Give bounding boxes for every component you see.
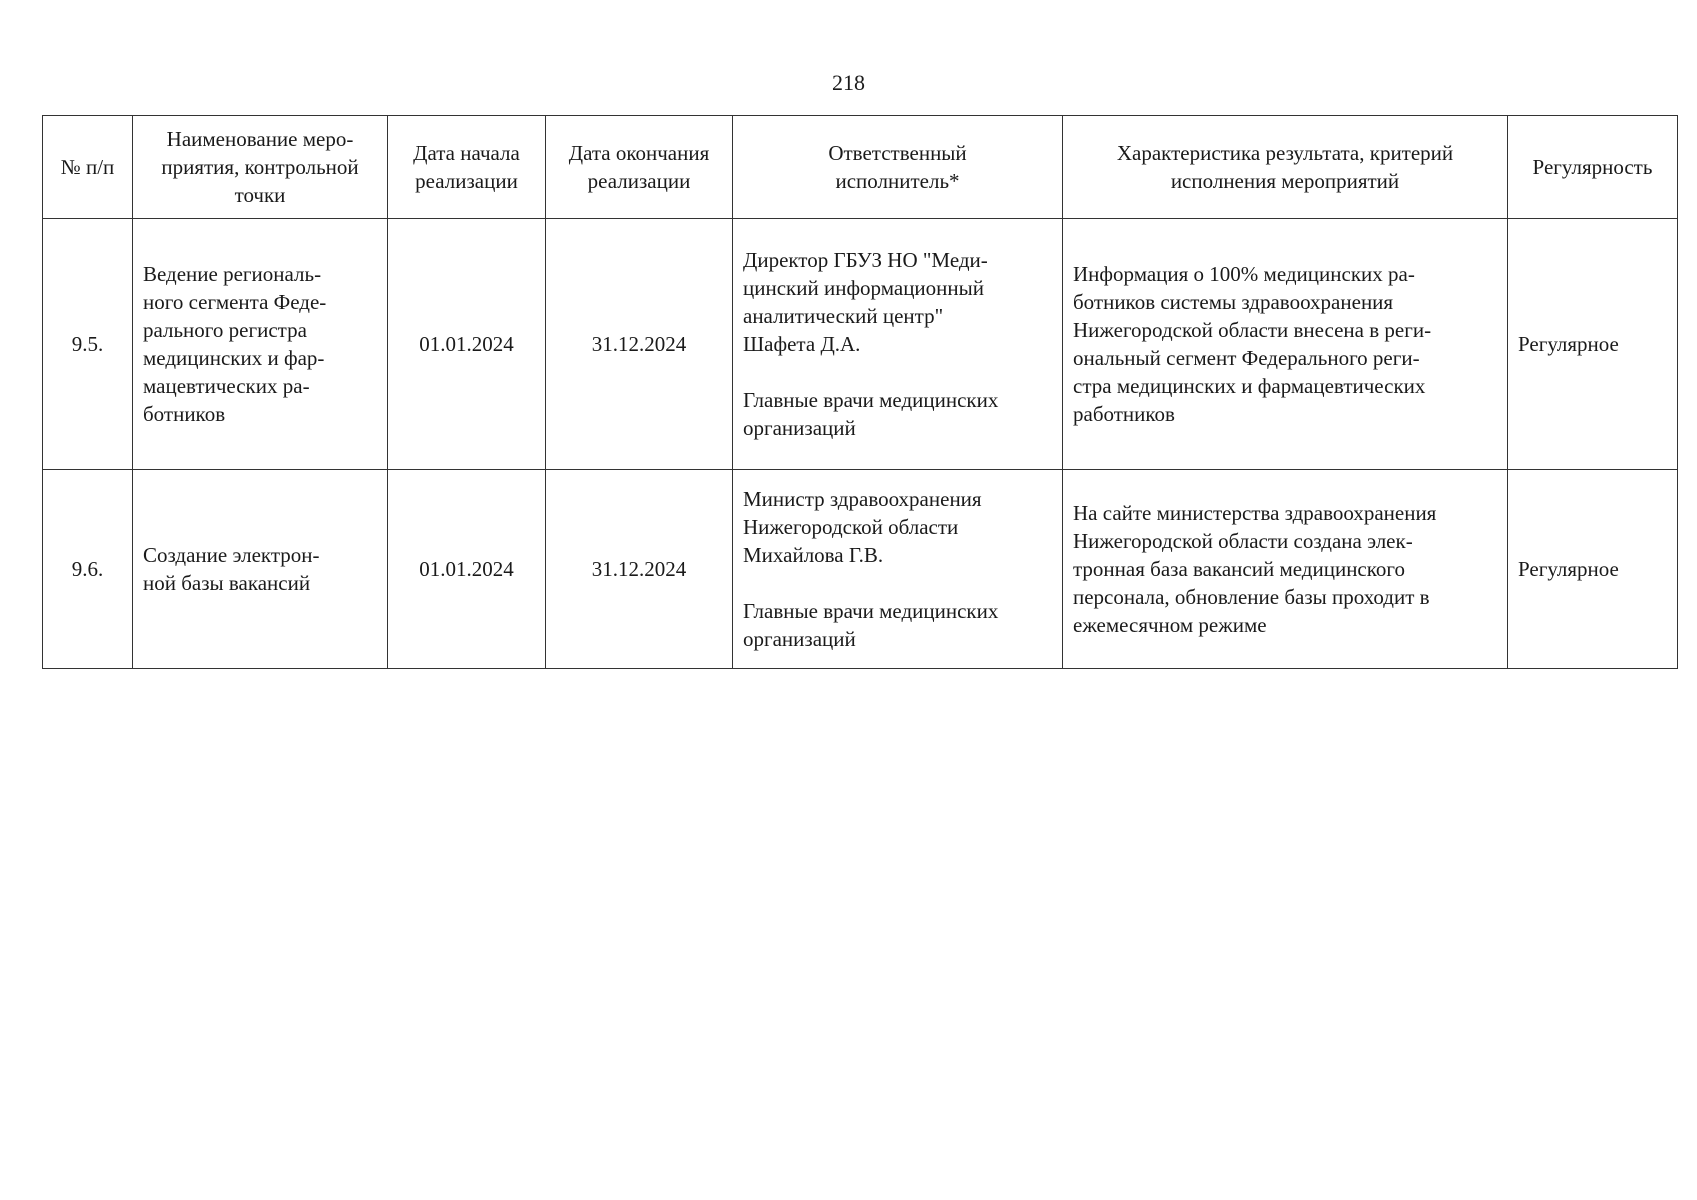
cell-name-line: ботников bbox=[143, 402, 226, 426]
header-end-line: реализации bbox=[587, 169, 691, 193]
cell-responsible-line: организаций bbox=[743, 627, 856, 651]
cell-name bbox=[133, 470, 388, 669]
table-row bbox=[43, 219, 1678, 470]
cell-result-line: ботников системы здравоохранения bbox=[1073, 290, 1394, 314]
cell-start-date: 01.01.2024 bbox=[388, 470, 546, 669]
cell-end-date: 31.12.2024 bbox=[546, 470, 733, 669]
cell-end-date: 31.12.2024 bbox=[546, 219, 733, 470]
cell-responsible-line: Нижегородской области bbox=[743, 515, 959, 539]
header-name bbox=[133, 116, 388, 219]
table-row bbox=[43, 470, 1678, 669]
cell-result bbox=[1063, 219, 1508, 470]
cell-name-line: рального регистра bbox=[143, 318, 307, 342]
cell-regularity: Регулярное bbox=[1508, 470, 1678, 669]
header-responsible-line: исполнитель* bbox=[835, 169, 960, 193]
header-name-line: приятия, контрольной bbox=[161, 155, 359, 179]
cell-name bbox=[133, 219, 388, 470]
header-end-line: Дата окончания bbox=[568, 141, 710, 165]
header-result bbox=[1063, 116, 1508, 219]
cell-result-line: ежемесячном режиме bbox=[1073, 613, 1267, 637]
cell-responsible-line: Директор ГБУЗ НО "Меди- bbox=[743, 248, 988, 272]
table-header-row bbox=[43, 116, 1678, 219]
cell-num: 9.6. bbox=[43, 470, 133, 669]
paragraph-gap bbox=[743, 358, 1052, 386]
cell-result-line: персонала, обновление базы проходит в bbox=[1073, 585, 1430, 609]
header-start-line: реализации bbox=[415, 169, 518, 193]
header-name-line: Наименование меро- bbox=[166, 127, 354, 151]
cell-responsible-line: цинский информационный bbox=[743, 276, 984, 300]
cell-name-line: Создание электрон- bbox=[143, 543, 320, 567]
cell-name-line: мацевтических ра- bbox=[143, 374, 310, 398]
header-start-date bbox=[388, 116, 546, 219]
header-responsible-line: Ответственный bbox=[828, 141, 967, 165]
header-regularity: Регулярность bbox=[1508, 116, 1678, 219]
cell-result-line: Нижегородской области создана элек- bbox=[1073, 529, 1413, 553]
cell-name-line: медицинских и фар- bbox=[143, 346, 325, 370]
cell-responsible-line: аналитический центр" bbox=[743, 304, 944, 328]
cell-responsible bbox=[733, 470, 1063, 669]
cell-name-line: ного сегмента Феде- bbox=[143, 290, 327, 314]
cell-result-line: Нижегородской области внесена в реги- bbox=[1073, 318, 1432, 342]
cell-responsible-line: Главные врачи медицинских bbox=[743, 599, 999, 623]
header-result-line: Характеристика результата, критерий bbox=[1116, 141, 1454, 165]
cell-responsible-line: Михайлова Г.В. bbox=[743, 543, 884, 567]
cell-responsible-line: Главные врачи медицинских bbox=[743, 388, 999, 412]
cell-result-line: стра медицинских и фармацевтических bbox=[1073, 374, 1426, 398]
cell-responsible-line: организаций bbox=[743, 416, 856, 440]
header-end-date bbox=[546, 116, 733, 219]
header-result-line: исполнения мероприятий bbox=[1170, 169, 1400, 193]
paragraph-gap bbox=[743, 569, 1052, 597]
cell-responsible bbox=[733, 219, 1063, 470]
cell-responsible-line: Министр здравоохранения bbox=[743, 487, 982, 511]
header-num: № п/п bbox=[43, 116, 133, 219]
header-responsible bbox=[733, 116, 1063, 219]
header-name-line: точки bbox=[234, 183, 286, 207]
cell-name-line: Ведение региональ- bbox=[143, 262, 322, 286]
cell-name-line: ной базы вакансий bbox=[143, 571, 311, 595]
cell-result-line: ональный сегмент Федерального реги- bbox=[1073, 346, 1420, 370]
cell-result-line: тронная база вакансий медицинского bbox=[1073, 557, 1405, 581]
cell-regularity: Регулярное bbox=[1508, 219, 1678, 470]
cell-result-line: работников bbox=[1073, 402, 1175, 426]
cell-start-date: 01.01.2024 bbox=[388, 219, 546, 470]
cell-result-line: На сайте министерства здравоохранения bbox=[1073, 501, 1437, 525]
header-start-line: Дата начала bbox=[413, 141, 520, 165]
cell-result bbox=[1063, 470, 1508, 669]
activities-table bbox=[42, 115, 1678, 669]
cell-responsible-line: Шафета Д.А. bbox=[743, 332, 861, 356]
cell-result-line: Информация о 100% медицинских ра- bbox=[1073, 262, 1415, 286]
cell-num: 9.5. bbox=[43, 219, 133, 470]
page-number: 218 bbox=[832, 70, 865, 95]
